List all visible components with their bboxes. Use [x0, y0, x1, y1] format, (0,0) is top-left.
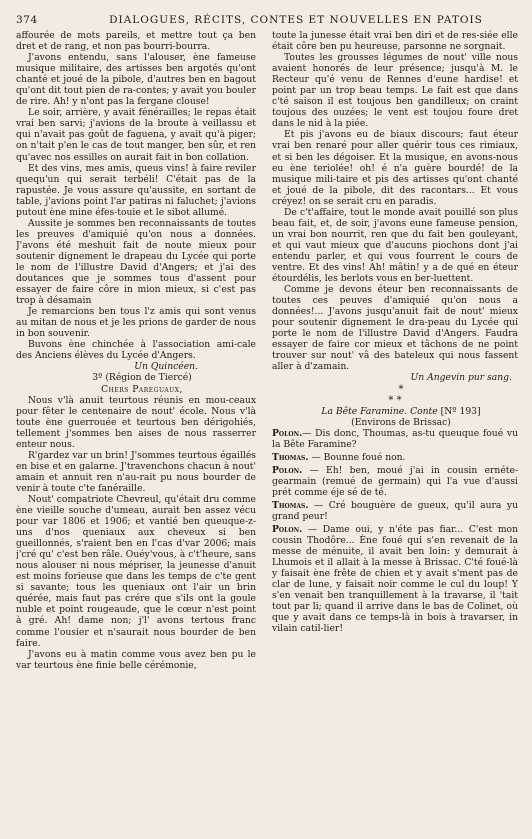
paragraph: toute la junesse était vrai ben diri et de res-siée elle était côre ben pu heureuse, parsonne ne sorgnait.	[272, 30, 518, 53]
speaker: Polon.	[272, 464, 303, 476]
speech: — Eh! ben, moué j'ai in cousin ernéte-gearmain (remué de germain) qui l'a vue d'aussi prét comme éje sé de té.	[272, 464, 518, 498]
paragraph: R'gardez var un brin! J'sommes teurtous égaillés en bise et en galarne. J'travenchons chacun à nout' amain et annuit ren n'au-rait pu nous bourder de venir à toute c'te fanéraille.	[16, 449, 256, 494]
paragraph: Aussite je sommes ben reconnaissants de toutes les preuves d'amiquié qu'on nous a données. J'avons été meshuit fait de noute mieux pour soutenir dignement le drapeau du Lycée qui porte le nom de l'illustre David d'Angers; et j'ai des doutances que je sommes tous d'assent pour essayer de faire côre in mion mieux, si c'est pas trop à désamain	[16, 217, 256, 307]
paragraph: Buvons ène chinchée à l'association ami-cale des Anciens élèves du Lycée d'Angers.	[16, 339, 256, 362]
dialogue-line	[272, 524, 518, 634]
section-heading: 3º (Région de Tiercé)	[92, 372, 192, 384]
asterism-ornament: * * *	[388, 383, 404, 406]
speech: — Dis donc, Thoumas, as-tu queuque foué vu la Bête Faramine?	[272, 427, 518, 450]
speech: — Cré bouguère de gueux, qu'il aura yu grand peur!	[272, 499, 518, 523]
tale-number: [Nº 193]	[440, 405, 481, 417]
paragraph: Nout' compatriote Chevreul, qu'était dru comme ène vieille souche d'umeau, aurait ben assez vécu pour var 1806 et 1906; et vantié ben queuque-z-uns d'nos queniaux aux cheveux si ben gueillonnés, s'raient ben en l'cas d'var 2006; mais j'cré qu' c'est ben râle. Ouéy'vous, à c't'heure, sans nous alouser ni nous mépriser, la jeunesse d'anuit est moins forieuse que dans les temps de c'te gent si savante; tous les queniaux ont l'air un brin quérée, mais faut pas crére que s'ils ont la goule nuble et point rougeaude, que le cœur n'est point à gré. Ah! dame non; j'l' avons tertous franc comme l'ousier et n'saurait nous bourder de ben faire.	[16, 493, 256, 649]
paragraph: Toutes les grousses légumes de nout' ville nous avaient honorés de leur présence; jusqu'à M. le Recteur qu'é venu de Rennes d'eune hardise! et point par un trop beau temps. Le fait est que dans c'té saison il est toujous ben gandilleux; on craint toujous des ouzées; le vent est toujou foure dret dans le nid à la piée.	[272, 52, 518, 130]
paragraph: Je remarcions ben tous l'z amis qui sont venus au mitan de nous et je les prions de garder de nous in bon souvenir.	[16, 306, 256, 340]
dialogue-line	[272, 428, 518, 450]
dialogue-line	[272, 500, 518, 522]
right-column	[272, 30, 518, 834]
salutation: Chers Pareguaux,	[101, 383, 183, 395]
paragraph: Nous v'là anuit teurtous réunis en mou-ceaux pour fêter le centenaire de nout' école. Nous v'là toute ène guerrouée et teurtous ben dérigohiés, tellement j'sommes ben aises de nous rasserrer enteur nous.	[16, 394, 256, 450]
tale-title	[272, 406, 518, 417]
paragraph: affourée de mots pareils, et mettre tout ça ben dret et de rang, et non pas bourri-bourra.	[16, 30, 256, 53]
paragraph: J'avons eu à matin comme vous avez ben pu le var teurtous ène finie belle cérémonie,	[16, 648, 256, 671]
signature: Un Quincéen.	[134, 361, 198, 373]
paragraph: Le soir, arrière, y avait fénérailles; le repas était vrai ben sarvi; j'avions de la broute à veillassu et qui n'avait pas goût de faguena, y avait qu'à piger; on n'tait p'en le cas de tout manger, ben sûr, et ren qu'avec nos essilles on aurait fait in bon collation.	[16, 107, 256, 163]
tale-title-text: La Bête Faramine. Conte	[321, 405, 438, 417]
dialogue-line	[272, 465, 518, 498]
page-number: 374	[16, 14, 38, 26]
paragraph: J'avons entendu, sans l'alouser, ène fameuse musique militaire, des artisses ben argotés qu'ont chanté et joué de la pibole, d'autres ben en bagout qu'ont dit tout pien de ra-contes; y avait you bouler de rire. Ah! y n'ont pas la fergane clouse!	[16, 52, 256, 108]
speaker: Thomas.	[272, 451, 309, 463]
speech: — Bounne foué non.	[311, 451, 406, 463]
dialogue-line	[272, 452, 518, 463]
speaker: Thomas.	[272, 499, 309, 511]
running-title: DIALOGUES, RÉCITS, CONTES ET NOUVELLES EN PATOIS	[109, 14, 483, 26]
paragraph: De c't'affaire, tout le monde avait pouillé son plus beau fait, et, de soir, j'avons eune fameuse pension, un vrai bon nourrit, ren que du fait ben gouleyant, et qui vaut mieux que d'aucuns piochons dont j'ai entendu parler, et qui vous fourrent le cours de ventre. Et des vins! Ah! mâtin! y a de qué en éteur étourdélis, les berlots vous en ber-luettent.	[272, 206, 518, 285]
paragraph: Comme je devons éteur ben reconnaissants de toutes ces peuves d'amiquié qu'on nous a données!... J'avons jusqu'anuit fait de nout' mieux pour soutenir dignement le dra-peau du Lycée qui porte le nom de l'illustre David d'Angers. Faudra essayer de faire cor mieux et tâchons de ne point trouver sur nout' vâ des bateleux qui nous fassent aller à d'zamain.	[272, 284, 518, 373]
speech: — Dame oui, y n'éte pas fiar... C'est mon cousin Thodôre... Ène foué qui s'en revenait de la messe de ménuite, il avait ben loin: y demurait à Lhumois et il allait à la messe à Brissac. C'té foué-là y faisait ène frête de chien et y avait s'ment pas de clar de lune, y faisait noir comme le cul du loup! Y s'en venait ben tranquillement à la travarse, il 'tait tout par li; quand il arrive dans le bas de Colinet, où que y avait dans ce temps-là in bois à travarser, in vilain catil-lier!	[272, 524, 518, 635]
running-header	[16, 13, 518, 27]
paragraph: Et des vins, mes amis, queus vins! à faire reviler quequ'un qui serait terbéli! C'était pas de la rapustée. Je vous assure qu'aussite, en sortant de table, j'avions point l'ar patiras ni faluchet; j'avions putout ène mine éfes-touie et le sibot allumé.	[16, 162, 256, 218]
signature: Un Angevin pur sang.	[410, 372, 512, 384]
left-column	[16, 30, 256, 834]
tale-locality: (Environs de Brissac)	[351, 416, 451, 428]
paragraph: Et pis j'avons eu de biaux discours; faut éteur vrai ben renaré pour aller quérir tous ces rimiaux, et si ben les dégoiser. Et la musique, en avons-nous eu ène teriolée! oh! é n'a guère bourdé! de la musique mili-taire et pis des artisses qu'ont chanté et joué de la pibole, dit des racontars... Et vous créyez! on se serait cru en paradis.	[272, 129, 518, 207]
speaker: Polon.	[272, 524, 303, 536]
speaker: Polon.	[272, 427, 303, 439]
